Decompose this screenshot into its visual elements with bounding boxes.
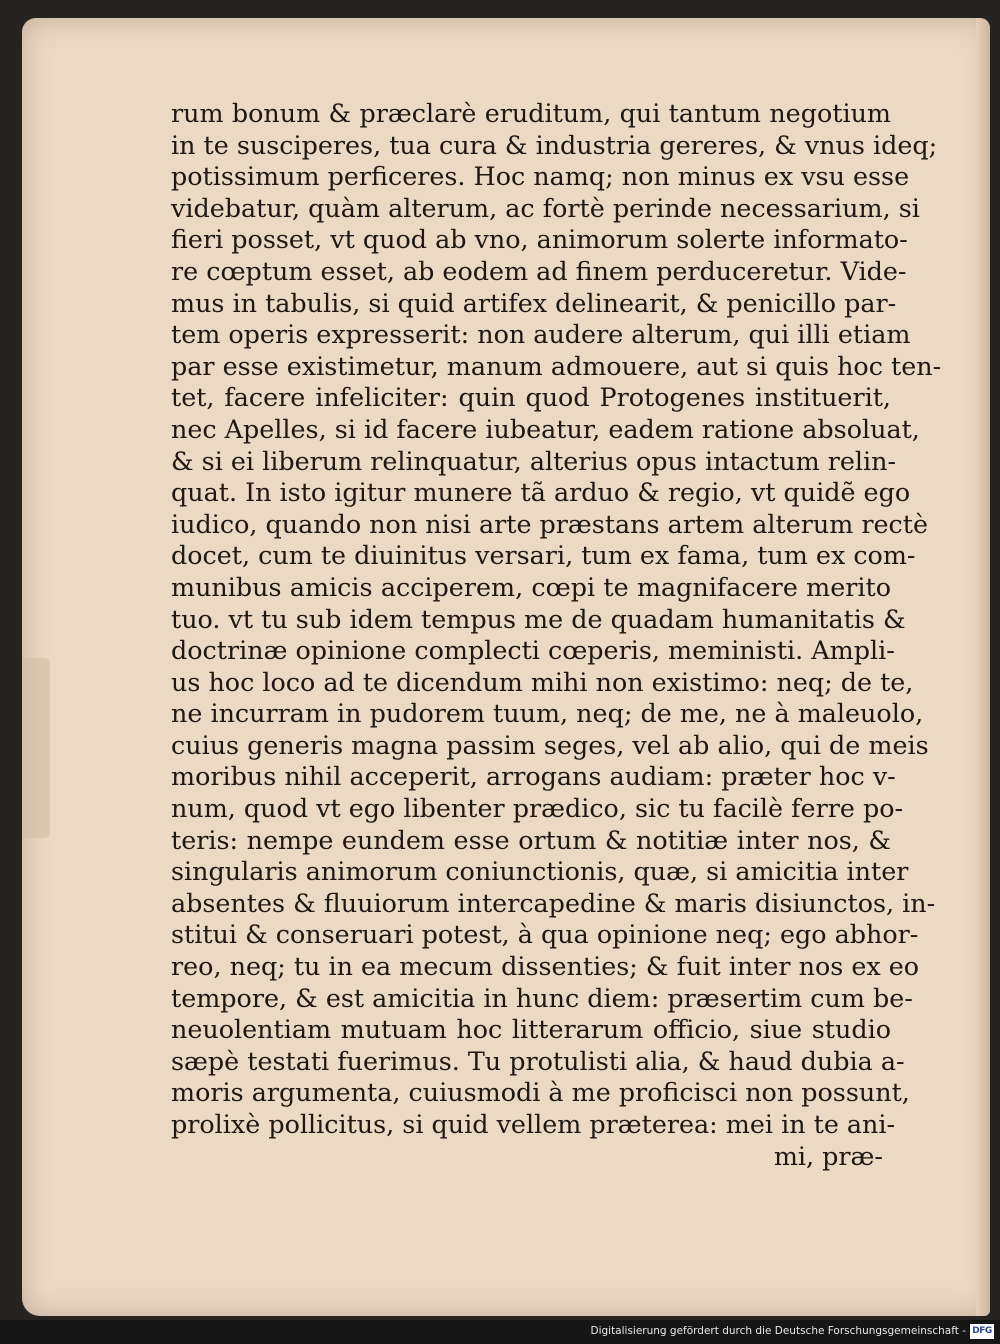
text-line: munibus amicis acciperem, cœpi te magnifacere merito (171, 571, 891, 602)
text-line: in te susciperes, tua cura & industria gereres, & vnus ideq; (171, 129, 938, 160)
text-line: iudico, quando non nisi arte præstans artem alterum rectè (171, 508, 929, 539)
text-line: stitui & conseruari potest, à qua opinione neq; ego abhor- (171, 919, 919, 950)
text-line: doctrinæ opinione complecti cœperis, meministi. Ampli- (171, 635, 895, 666)
text-line: singularis animorum coniunctionis, quæ, si amicitia inter (171, 856, 909, 887)
catchword: mi, præ- (773, 1140, 883, 1171)
page-edge (976, 18, 990, 1316)
text-line: us hoc loco ad te dicendum mihi non existimo: neq; de te, (171, 666, 914, 697)
text-line: absentes & fluuiorum intercapedine & maris disiunctos, in- (171, 887, 936, 918)
footer-bar (0, 1320, 1000, 1344)
text-line: & si ei liberum relinquatur, alterius opus intactum relin- (171, 445, 897, 476)
dfg-logo: DFG (970, 1324, 994, 1339)
text-line: tem operis expresserit: non audere alterum, qui illi etiam (171, 319, 911, 350)
text-line: num, quod vt ego libenter prædico, sic tu facilè ferre po- (171, 793, 904, 824)
text-line: teris: nempe eundem esse ortum & notitiæ inter nos, & (171, 824, 891, 855)
text-line: cuius generis magna passim seges, vel ab alio, qui de meis (171, 729, 929, 760)
text-line: tet, facere infeliciter: quin quod Protogenes instituerit, (171, 382, 891, 413)
text-line: moribus nihil acceperit, arrogans audiam: præter hoc v- (171, 761, 896, 792)
text-line: ne incurram in pudorem tuum, neq; de me, ne à maleuolo, (171, 698, 924, 729)
text-line: quat. In isto igitur munere tã arduo & regio, vt quidẽ ego (171, 477, 911, 508)
text-line: re cœptum esset, ab eodem ad finem perduceretur. Vide- (171, 255, 907, 286)
page-fold-shadow (22, 658, 50, 838)
text-line: reo, neq; tu in ea mecum dissenties; & fuit inter nos ex eo (171, 951, 920, 982)
text-line: mus in tabulis, si quid artifex delinearit, & penicillo par- (171, 287, 897, 318)
text-line: tuo. vt tu sub idem tempus me de quadam humanitatis & (171, 603, 906, 634)
text-line: moris argumenta, cuiusmodi à me proficisci non possunt, (171, 1077, 910, 1108)
text-line: docet, cum te diuinitus versari, tum ex fama, tum ex com- (171, 540, 916, 571)
text-line: tempore, & est amicitia in hunc diem: præsertim cum be- (171, 982, 913, 1013)
text-line: fieri posset, vt quod ab vno, animorum solerte informato- (171, 224, 908, 255)
text-line: nec Apelles, si id facere iubeatur, eadem ratione absoluat, (171, 413, 920, 444)
text-line: par esse existimetur, manum admouere, aut si quis hoc ten- (171, 350, 942, 381)
text-line: potissimum perficeres. Hoc namq; non minus ex vsu esse (171, 161, 910, 192)
text-line: prolixè pollicitus, si quid vellem præterea: mei in te ani- (171, 1109, 896, 1139)
body-text (171, 98, 942, 1172)
digitization-credit: Digitalisierung gefördert durch die Deutsche Forschungsgemeinschaft - (590, 1325, 966, 1337)
text-line: rum bonum & præclarè eruditum, qui tantum negotium (171, 98, 891, 128)
text-line: sæpè testati fuerimus. Tu protulisti alia, & haud dubia a- (171, 1045, 905, 1076)
text-line: neuolentiam mutuam hoc litterarum officio, siue studio (171, 1014, 891, 1045)
text-line: videbatur, quàm alterum, ac fortè perinde necessarium, si (171, 192, 920, 223)
